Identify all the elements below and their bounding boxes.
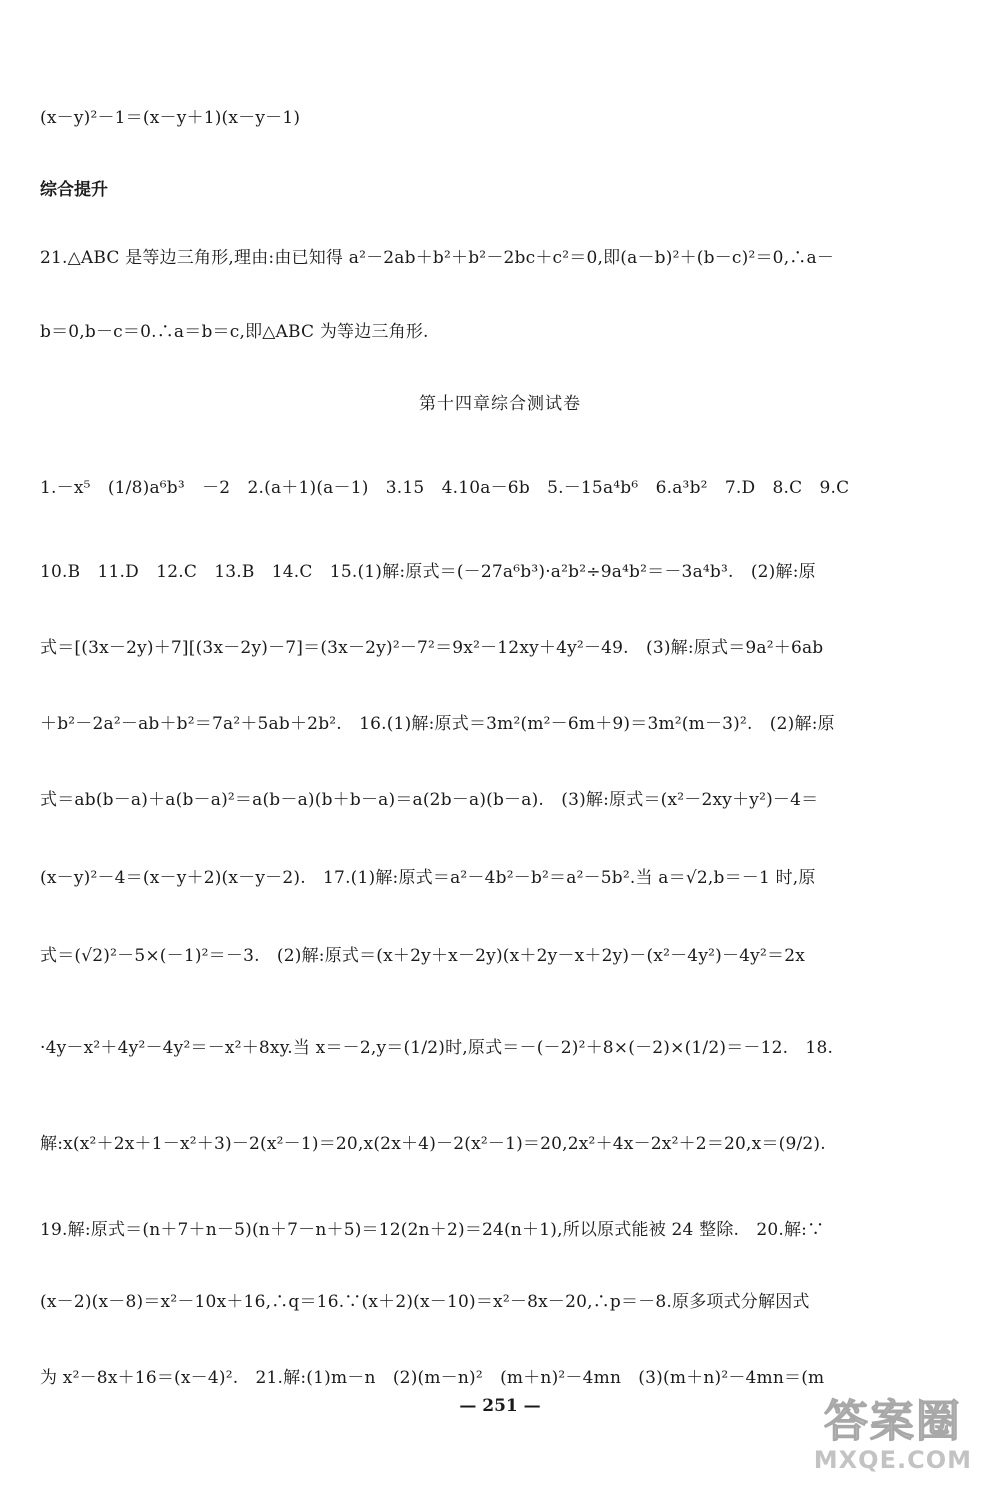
section-heading: 综合提升 xyxy=(40,180,108,200)
watermark-title: 答案圈 xyxy=(823,1396,962,1447)
text-line-0: (x－y)²－1＝(x－y＋1)(x－y－1) xyxy=(40,108,301,128)
watermark-url: MXQE.COM xyxy=(813,1446,972,1474)
text-line-8: (x－y)²－4＝(x－y＋2)(x－y－2). 17.(1)解:原式＝a²－4b²－b²＝a²－5b².当 a＝√2,b＝－1 时,原 xyxy=(40,868,816,888)
chapter-title: 第十四章综合测试卷 xyxy=(419,394,581,414)
text-line-14: 为 x²－8x＋16＝(x－4)². 21.解:(1)m－n (2)(m－n)² (m＋n)²－4mn (3)(m＋n)²－4mn＝(m xyxy=(40,1368,825,1388)
text-line-2: b＝0,b－c＝0.∴a＝b＝c,即△ABC 为等边三角形. xyxy=(40,322,429,342)
page-number: — 251 — xyxy=(459,1396,541,1416)
text-line-12: 19.解:原式＝(n＋7＋n－5)(n＋7－n＋5)＝12(2n＋2)＝24(n＋1),所以原式能被 24 整除. 20.解:∵ xyxy=(40,1220,825,1240)
text-line-3: 1.－x⁵ (1/8)a⁶b³ －2 2.(a＋1)(a－1) 3.15 4.10a－6b 5.－15a⁴b⁶ 6.a³b² 7.D 8.C 9.C xyxy=(40,478,850,498)
text-line-6: ＋b²－2a²－ab＋b²＝7a²＋5ab＋2b². 16.(1)解:原式＝3m²(m²－6m＋9)＝3m²(m－3)². (2)解:原 xyxy=(40,714,835,734)
text-line-7: 式＝ab(b－a)＋a(b－a)²＝a(b－a)(b＋b－a)＝a(2b－a)(b－a). (3)解:原式＝(x²－2xy＋y²)－4＝ xyxy=(40,790,819,810)
text-line-13: (x－2)(x－8)＝x²－10x＋16,∴q＝16.∵(x＋2)(x－10)＝x²－8x－20,∴p＝－8.原多项式分解因式 xyxy=(40,1292,810,1312)
text-line-4: 10.B 11.D 12.C 13.B 14.C 15.(1)解:原式＝(－27a⁶b³)·a²b²÷9a⁴b²＝－3a⁴b³. (2)解:原 xyxy=(40,562,816,582)
text-line-5: 式＝[(3x－2y)＋7][(3x－2y)－7]＝(3x－2y)²－7²＝9x²－12xy＋4y²－49. (3)解:原式＝9a²＋6ab xyxy=(40,638,824,658)
text-line-9: 式＝(√2)²－5×(－1)²＝－3. (2)解:原式＝(x＋2y＋x－2y)(x＋2y－x＋2y)－(x²－4y²)－4y²＝2x xyxy=(40,946,806,966)
watermark-logo xyxy=(814,1398,972,1474)
text-line-1: 21.△ABC 是等边三角形,理由:由已知得 a²－2ab＋b²＋b²－2bc＋c²＝0,即(a－b)²＋(b－c)²＝0,∴a－ xyxy=(40,248,835,268)
text-line-11: 解:x(x²＋2x＋1－x²＋3)－2(x²－1)＝20,x(2x＋4)－2(x²－1)＝20,2x²＋4x－2x²＋2＝20,x＝(9/2). xyxy=(40,1134,826,1154)
text-line-10: ·4y－x²＋4y²－4y²＝－x²＋8xy.当 x＝－2,y＝(1/2)时,原式＝－(－2)²＋8×(－2)×(1/2)＝－12. 18. xyxy=(40,1038,834,1058)
